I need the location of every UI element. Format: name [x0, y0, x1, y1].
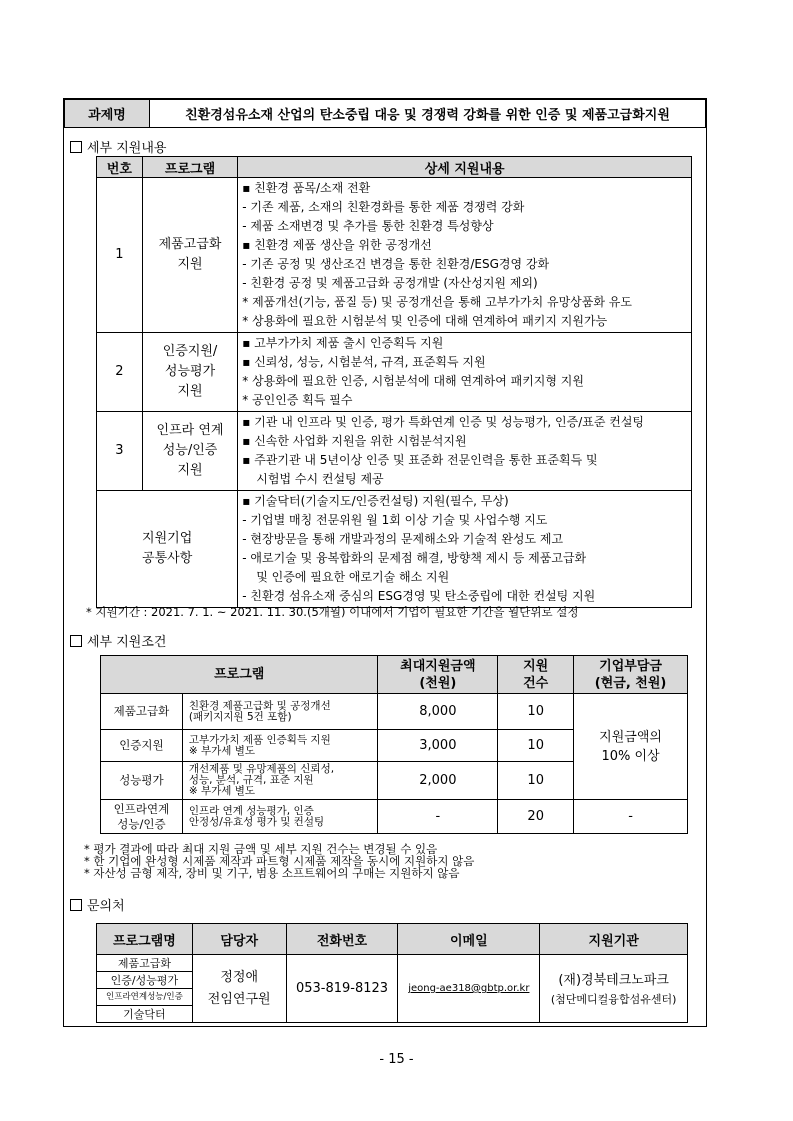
- col-header: 프로그램명: [97, 924, 193, 955]
- condition-note: * 한 기업에 완성형 시제품 제작과 파트형 시제품 제작을 동시에 지원하지 않음: [84, 854, 475, 868]
- company-burden: -: [574, 800, 688, 834]
- checkbox-square-icon: [70, 635, 82, 647]
- program-name: 제품고급화 지원: [142, 178, 237, 333]
- col-header: 지원기관: [540, 924, 688, 955]
- row-number: 3: [97, 412, 143, 491]
- program-name: 제품고급화: [101, 694, 183, 730]
- table-row: [101, 694, 688, 730]
- col-header: 최대지원금액 (천원): [378, 656, 498, 694]
- support-organization: (재)경북테크노파크 (첨단메디컬융합섬유센터): [540, 955, 688, 1023]
- checkbox-square-icon: [70, 899, 82, 911]
- detail-cell: ▪ 친환경 품목/소재 전환 - 기존 제품, 소재의 친환경화를 통한 제품 경쟁력 강화 - 제품 소재변경 및 추가를 통한 친환경 특성향상 ▪ 친환경 제품 생산을 위한 공정개선 - 기존 공정 및 생산조건 변경을 통한 친환경/ESG경영 강화 - 친환경 공정 및 제품고급화 공정개발 (자산성지원 제외) * 제품개선(기능, 품질 등) 및 공정개선을 통해 고부가가치 유망상품화 유도 * 상용화에 필요한 시험분석 및 인증에 대해 연계하여 패키지 지원가능: [238, 178, 692, 333]
- company-burden: 지원금액의 10% 이상: [574, 694, 688, 800]
- program-description: 고부가가치 제품 인증획득 지원 ※ 부가세 별도: [182, 730, 378, 762]
- program-name: 인프라연계성능/인증: [97, 989, 193, 1006]
- col-header: 번호: [97, 157, 143, 178]
- checkbox-square-icon: [70, 141, 82, 153]
- section-heading-conditions: 세부 지원조건: [70, 631, 166, 650]
- max-amount: -: [378, 800, 498, 834]
- row-number: 1: [97, 178, 143, 333]
- period-footnote: * 지원기간 : 2021. 7. 1. ~ 2021. 11. 30.(5개월) 이내에서 기업이 필요한 기간을 월단위로 설정: [86, 605, 579, 619]
- section-heading-contact: 문의처: [70, 895, 125, 914]
- condition-note: * 자산성 금형 제작, 장비 및 기구, 범용 소프트웨어의 구매는 지원하지 않음: [84, 866, 460, 880]
- table-row: [97, 333, 692, 412]
- col-header: 이메일: [398, 924, 540, 955]
- col-header: 전화번호: [286, 924, 398, 955]
- page-number: - 15 -: [379, 1052, 414, 1067]
- program-name: 인프라 연계 성능/인증 지원: [142, 412, 237, 491]
- program-name: 제품고급화: [97, 955, 193, 972]
- program-name: 인증/성능평가: [97, 972, 193, 989]
- support-count: 20: [498, 800, 574, 834]
- detail-cell: ▪ 기관 내 인프라 및 인증, 평가 특화연계 인증 및 성능평가, 인증/표준 컨설팅 ▪ 신속한 사업화 지원을 위한 시험분석지원 ▪ 주관기관 내 5년이상 인증 및 표준화 전문인력을 통한 표준획득 및 시험법 수시 컨설팅 제공: [238, 412, 692, 491]
- max-amount: 3,000: [378, 730, 498, 762]
- program-name: 인프라연계 성능/인증: [101, 800, 183, 834]
- program-name: 인증지원/ 성능평가 지원: [142, 333, 237, 412]
- contact-person: 정정애 전임연구원: [192, 955, 286, 1023]
- detail-cell: ▪ 고부가가치 제품 출시 인증획득 지원 ▪ 신뢰성, 성능, 시험분석, 규격, 표준획득 지원 * 상용화에 필요한 인증, 시험분석에 대해 연계하여 패키지형 지원 * 공인인증 획득 필수: [238, 333, 692, 412]
- table-row: [97, 491, 692, 608]
- col-header: 상세 지원내용: [238, 157, 692, 178]
- row-number: 2: [97, 333, 143, 412]
- table-row: [101, 800, 688, 834]
- support-details-table: [96, 156, 692, 608]
- col-header: 지원 건수: [498, 656, 574, 694]
- contact-table: [96, 923, 688, 1023]
- program-description: 친환경 제품고급화 및 공정개선 (패키지지원 5건 포함): [182, 694, 378, 730]
- program-name: 기술닥터: [97, 1006, 193, 1023]
- detail-cell: ▪ 기술닥터(기술지도/인증컨설팅) 지원(필수, 무상) - 기업별 매칭 전문위원 월 1회 이상 기술 및 사업수행 지도 - 현장방문을 통해 개발과정의 문제해소와 기술적 완성도 제고 - 애로기술 및 융복합화의 문제점 해결, 방향책 제시 등 제품고급화 및 인증에 필요한 애로기술 해소 지원 - 친환경 섬유소재 중심의 ESG경영 및 탄소중립에 대한 컨설팅 지원: [238, 491, 692, 608]
- max-amount: 2,000: [378, 762, 498, 800]
- support-count: 10: [498, 730, 574, 762]
- support-count: 10: [498, 762, 574, 800]
- support-conditions-table: [100, 655, 688, 834]
- support-count: 10: [498, 694, 574, 730]
- col-header: 기업부담금 (현금, 천원): [574, 656, 688, 694]
- program-name: 지원기업 공통사항: [97, 491, 238, 608]
- program-description: 개선제품 및 유망제품의 신뢰성, 성능, 분석, 규격, 표준 지원 ※ 부가세 별도: [182, 762, 378, 800]
- section-heading-details: 세부 지원내용: [70, 137, 166, 156]
- table-row: [97, 412, 692, 491]
- email-link[interactable]: jeong-ae318@gbtp.or.kr: [398, 955, 540, 1023]
- table-row: [97, 178, 692, 333]
- col-header: 프로그램: [142, 157, 237, 178]
- col-header: 프로그램: [101, 656, 378, 694]
- page-frame: [63, 98, 707, 1027]
- condition-note: * 평가 결과에 따라 최대 지원 금액 및 세부 지원 건수는 변경될 수 있음: [84, 842, 438, 856]
- program-name: 성능평가: [101, 762, 183, 800]
- phone-number: 053-819-8123: [286, 955, 398, 1023]
- project-title: 친환경섬유소재 산업의 탄소중립 대응 및 경쟁력 강화를 위한 인증 및 제품고급화지원: [150, 100, 706, 128]
- title-label: 과제명: [65, 100, 150, 128]
- table-row: [97, 955, 688, 972]
- program-description: 인프라 연계 성능평가, 인증 안정성/유효성 평가 및 컨설팅: [182, 800, 378, 834]
- col-header: 담당자: [192, 924, 286, 955]
- title-table: [64, 99, 706, 128]
- program-name: 인증지원: [101, 730, 183, 762]
- max-amount: 8,000: [378, 694, 498, 730]
